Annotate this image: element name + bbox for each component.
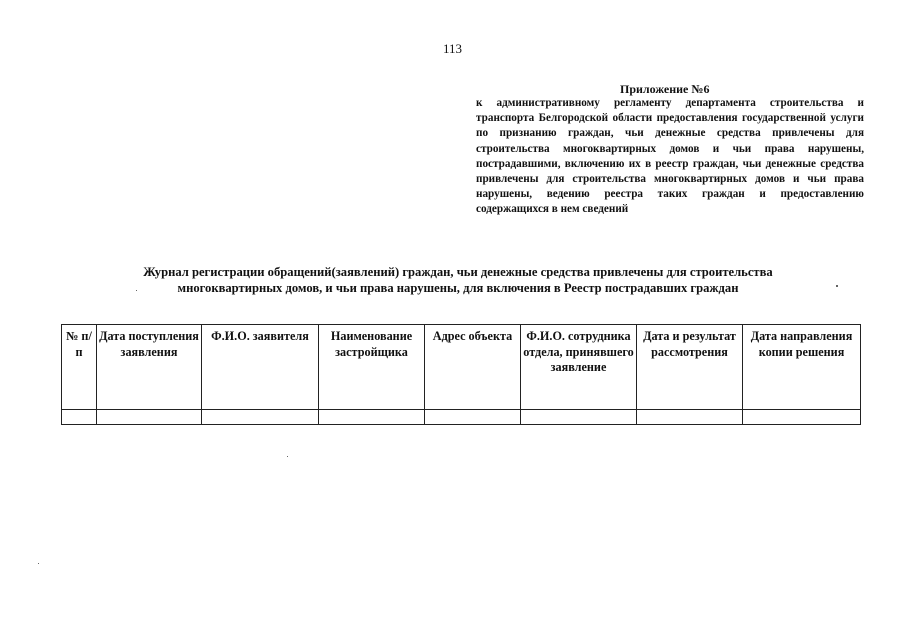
column-header-employee-name: Ф.И.О. сотрудника отдела, принявшего заявление	[521, 325, 637, 410]
page-number: 113	[442, 41, 463, 56]
column-header-decision-copy-date: Дата направления копии решения	[743, 325, 861, 410]
table-cell	[425, 410, 521, 425]
journal-table	[61, 324, 861, 425]
table-cell	[743, 410, 861, 425]
journal-title-line-1: Журнал регистрации обращений(заявлений) граждан, чьи денежные средства привлечены для строительства	[143, 265, 773, 279]
appendix-body: к административному регламенту департамента строительства и транспорта Белгородской области предоставления государственной услуги по признанию граждан, чьи денежные средства привлечены для строительства многоквартирных домов и чьи права нарушены, пострадавшими, включению их в реестр граждан, чьи денежные средства привлечены для строительства многоквартирных домов и чьи права нарушены, ведению реестра таких граждан и предоставлению содержащихся в нем сведений	[476, 97, 864, 216]
table-header-row	[62, 325, 861, 410]
table-cell	[202, 410, 319, 425]
scan-speck	[136, 290, 137, 291]
column-header-review-date-result: Дата и результат рассмотрения	[637, 325, 743, 410]
scan-speck	[38, 563, 39, 564]
table-cell	[521, 410, 637, 425]
table-cell	[637, 410, 743, 425]
column-header-number: № п/п	[62, 325, 97, 410]
journal-title	[98, 264, 818, 296]
appendix-title: Приложение №6	[620, 82, 710, 96]
scan-speck	[287, 456, 288, 457]
table-cell	[97, 410, 202, 425]
column-header-developer-name: Наименование застройщика	[319, 325, 425, 410]
journal-title-line-2: многоквартирных домов, и чьи права нарушены, для включения в Реестр пострадавших граждан	[177, 281, 739, 295]
column-header-object-address: Адрес объекта	[425, 325, 521, 410]
column-header-receipt-date: Дата поступления заявления	[97, 325, 202, 410]
column-header-applicant-name: Ф.И.О. заявителя	[202, 325, 319, 410]
table-cell	[319, 410, 425, 425]
scan-speck	[836, 285, 838, 287]
table-cell	[62, 410, 97, 425]
table-row	[62, 410, 861, 425]
